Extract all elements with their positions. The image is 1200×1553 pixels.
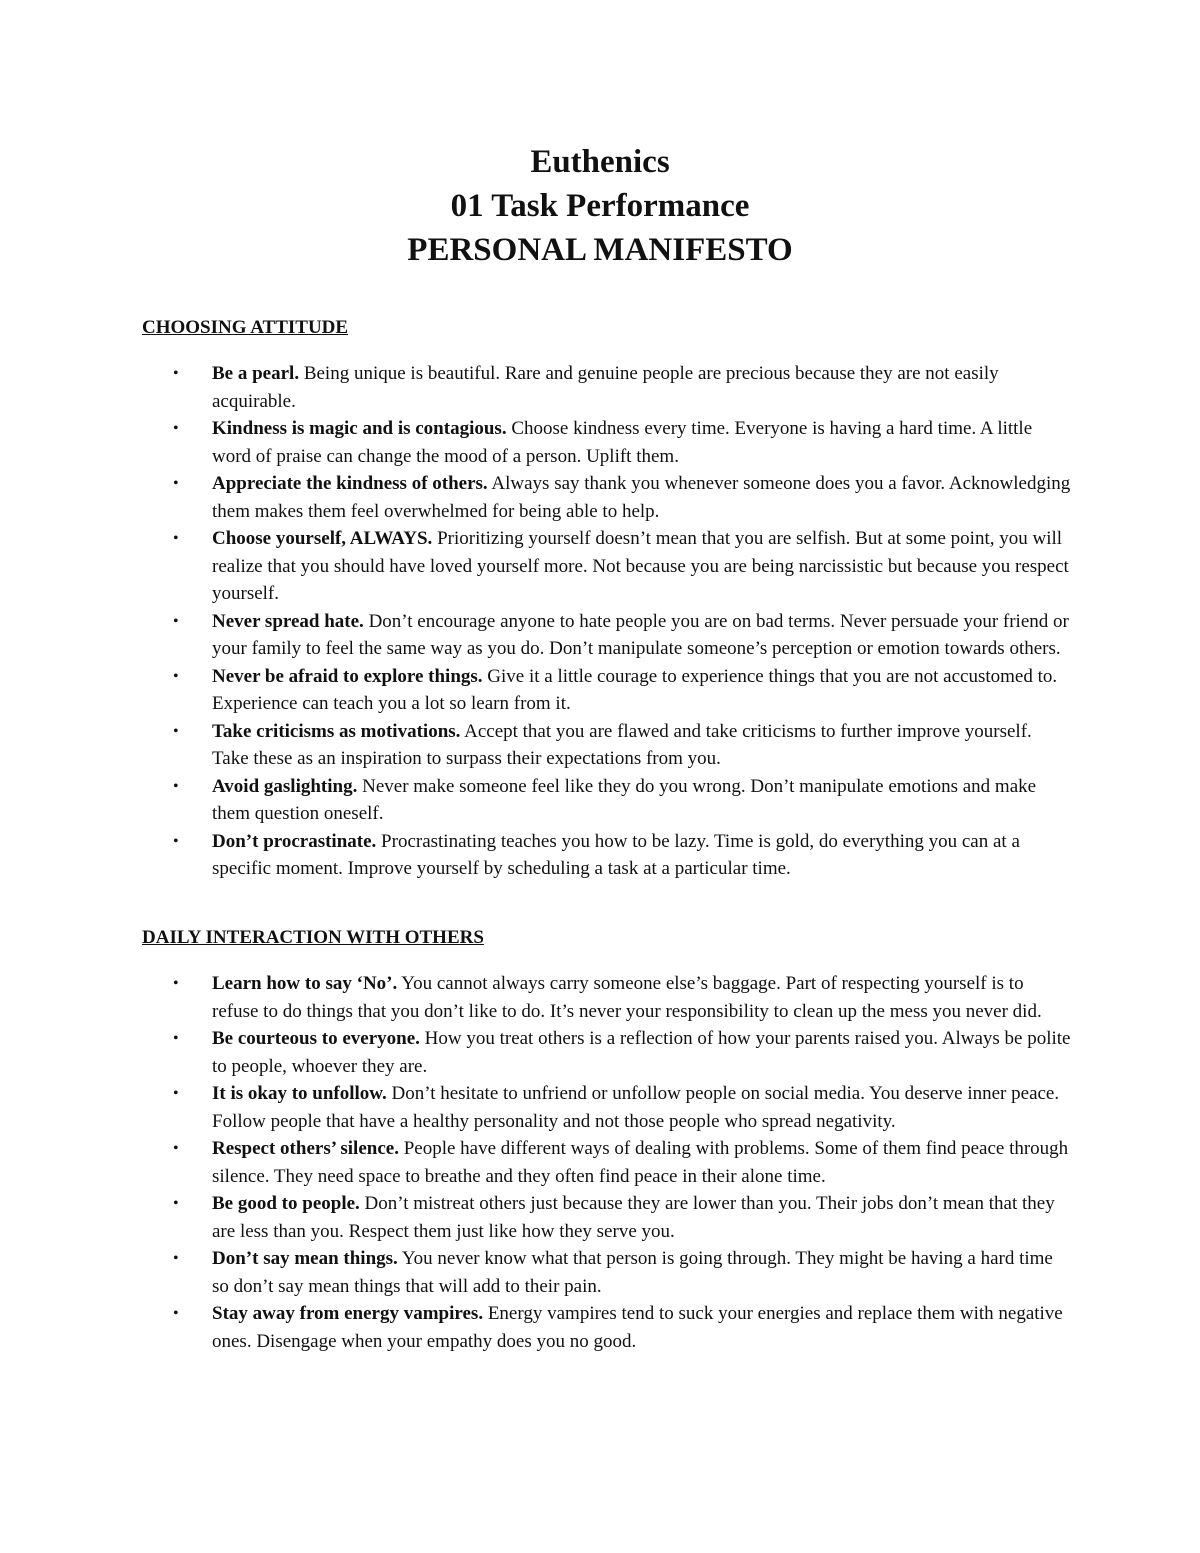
item-text: Give it a little courage to experience things that you are not accustomed to. Experience can teach you a lot so learn from it. xyxy=(212,665,1058,714)
item-lead: Choose yourself, ALWAYS. xyxy=(212,528,433,549)
section-choosing-attitude xyxy=(142,316,1072,883)
bullet-icon: • xyxy=(173,667,179,685)
item-text: Don’t mistreat others just because they are lower than you. Their jobs don’t mean that they are less than you. Respect them just like how they serve you. xyxy=(212,1193,1055,1242)
item-text: Don’t hesitate to unfriend or unfollow people on social media. You deserve inner peace. Follow people that have a healthy personality and not those people who spread negativity. xyxy=(212,1083,1060,1132)
item-lead: Kindness is magic and is contagious. xyxy=(212,418,507,439)
list-item xyxy=(142,970,1072,1025)
bullet-icon: • xyxy=(173,975,179,992)
item-lead: Never spread hate. xyxy=(212,610,364,632)
bullet-icon: • xyxy=(173,777,179,795)
item-lead: It is okay to unfollow. xyxy=(212,1083,387,1104)
bullet-icon: • xyxy=(173,1195,179,1212)
list-item xyxy=(142,1135,1072,1190)
item-lead: Never be afraid to explore things. xyxy=(212,665,483,687)
item-lead: Stay away from energy vampires. xyxy=(212,1303,484,1324)
bullet-icon: • xyxy=(173,1085,179,1102)
list-item xyxy=(142,1245,1072,1300)
bullet-icon: • xyxy=(173,420,179,437)
item-text: People have different ways of dealing with problems. Some of them find peace through silence. They need space to breathe and they often find peace in their alone time. xyxy=(212,1138,1069,1187)
list-item xyxy=(142,608,1072,663)
item-text: Never make someone feel like they do you wrong. Don’t manipulate emotions and make them question oneself. xyxy=(212,775,1037,824)
item-lead: Learn how to say ‘No’. xyxy=(212,973,398,994)
item-text: Choose kindness every time. Everyone is having a hard time. A little word of praise can change the mood of a person. Uplift them. xyxy=(212,418,1033,467)
item-lead: Respect others’ silence. xyxy=(212,1138,399,1159)
item-text: You never know what that person is going through. They might be having a hard time so don’t say mean things that will add to their pain. xyxy=(212,1248,1053,1297)
item-text: Procrastinating teaches you how to be lazy. Time is gold, do everything you can at a specific moment. Improve yourself by scheduling a task at a particular time. xyxy=(212,830,1020,879)
list-item xyxy=(142,360,1072,415)
section-heading: CHOOSING ATTITUDE xyxy=(142,317,349,338)
bullet-list xyxy=(142,970,1072,1355)
list-item xyxy=(142,415,1072,470)
list-item xyxy=(142,1300,1072,1355)
list-item xyxy=(142,663,1072,718)
item-lead: Be courteous to everyone. xyxy=(212,1028,420,1049)
title-line-manifesto: PERSONAL MANIFESTO xyxy=(407,232,793,268)
bullet-icon: • xyxy=(173,832,179,850)
item-lead: Be good to people. xyxy=(212,1193,360,1214)
list-item xyxy=(142,773,1072,828)
item-lead: Don’t procrastinate. xyxy=(212,830,377,852)
bullet-icon: • xyxy=(173,1250,179,1267)
bullet-icon: • xyxy=(173,530,179,547)
title-line-task: 01 Task Performance xyxy=(450,188,750,224)
item-text: Don’t encourage anyone to hate people you are on bad terms. Never persuade your friend or your family to feel the same way as you do. Don’t manipulate someone’s perception or emotion towards others. xyxy=(212,610,1069,659)
list-item xyxy=(142,470,1072,525)
bullet-icon: • xyxy=(173,1140,179,1157)
bullet-icon: • xyxy=(173,365,179,382)
item-text: Accept that you are flawed and take criticisms to further improve yourself. Take these as an inspiration to surpass their expectations from you. xyxy=(212,720,1032,769)
bullet-list xyxy=(142,360,1072,883)
bullet-icon: • xyxy=(173,722,179,740)
list-item xyxy=(142,828,1072,883)
document-title xyxy=(0,140,1200,272)
list-item xyxy=(142,1080,1072,1135)
item-text: Prioritizing yourself doesn’t mean that you are selfish. But at some point, you will realize that you should have loved yourself more. Not because you are being narcissistic but because you respect yourself. xyxy=(212,528,1069,604)
item-text: Always say thank you whenever someone does you a favor. Acknowledging them makes them feel overwhelmed for being able to help. xyxy=(212,473,1071,522)
item-text: Being unique is beautiful. Rare and genuine people are precious because they are not easily acquirable. xyxy=(212,363,999,412)
item-lead: Avoid gaslighting. xyxy=(212,775,358,797)
bullet-icon: • xyxy=(173,1030,179,1047)
bullet-icon: • xyxy=(173,1305,179,1322)
item-text: Energy vampires tend to suck your energies and replace them with negative ones. Disengage when your empathy does you no good. xyxy=(212,1303,1063,1352)
item-text: You cannot always carry someone else’s baggage. Part of respecting yourself is to refuse to do things that you don’t like to do. It’s never your responsibility to clean up the mess you never did. xyxy=(212,973,1042,1022)
section-daily-interaction xyxy=(142,926,1072,1355)
title-line-course: Euthenics xyxy=(530,144,670,180)
item-lead: Be a pearl. xyxy=(212,363,300,384)
item-text: How you treat others is a reflection of how your parents raised you. Always be polite to people, whoever they are. xyxy=(212,1028,1071,1077)
section-heading: DAILY INTERACTION WITH OTHERS xyxy=(142,927,484,948)
item-lead: Take criticisms as motivations. xyxy=(212,720,461,742)
list-item xyxy=(142,525,1072,608)
list-item xyxy=(142,1025,1072,1080)
list-item xyxy=(142,1190,1072,1245)
item-lead: Appreciate the kindness of others. xyxy=(212,473,488,494)
bullet-icon: • xyxy=(173,612,179,630)
bullet-icon: • xyxy=(173,475,179,492)
list-item xyxy=(142,718,1072,773)
item-lead: Don’t say mean things. xyxy=(212,1248,398,1269)
